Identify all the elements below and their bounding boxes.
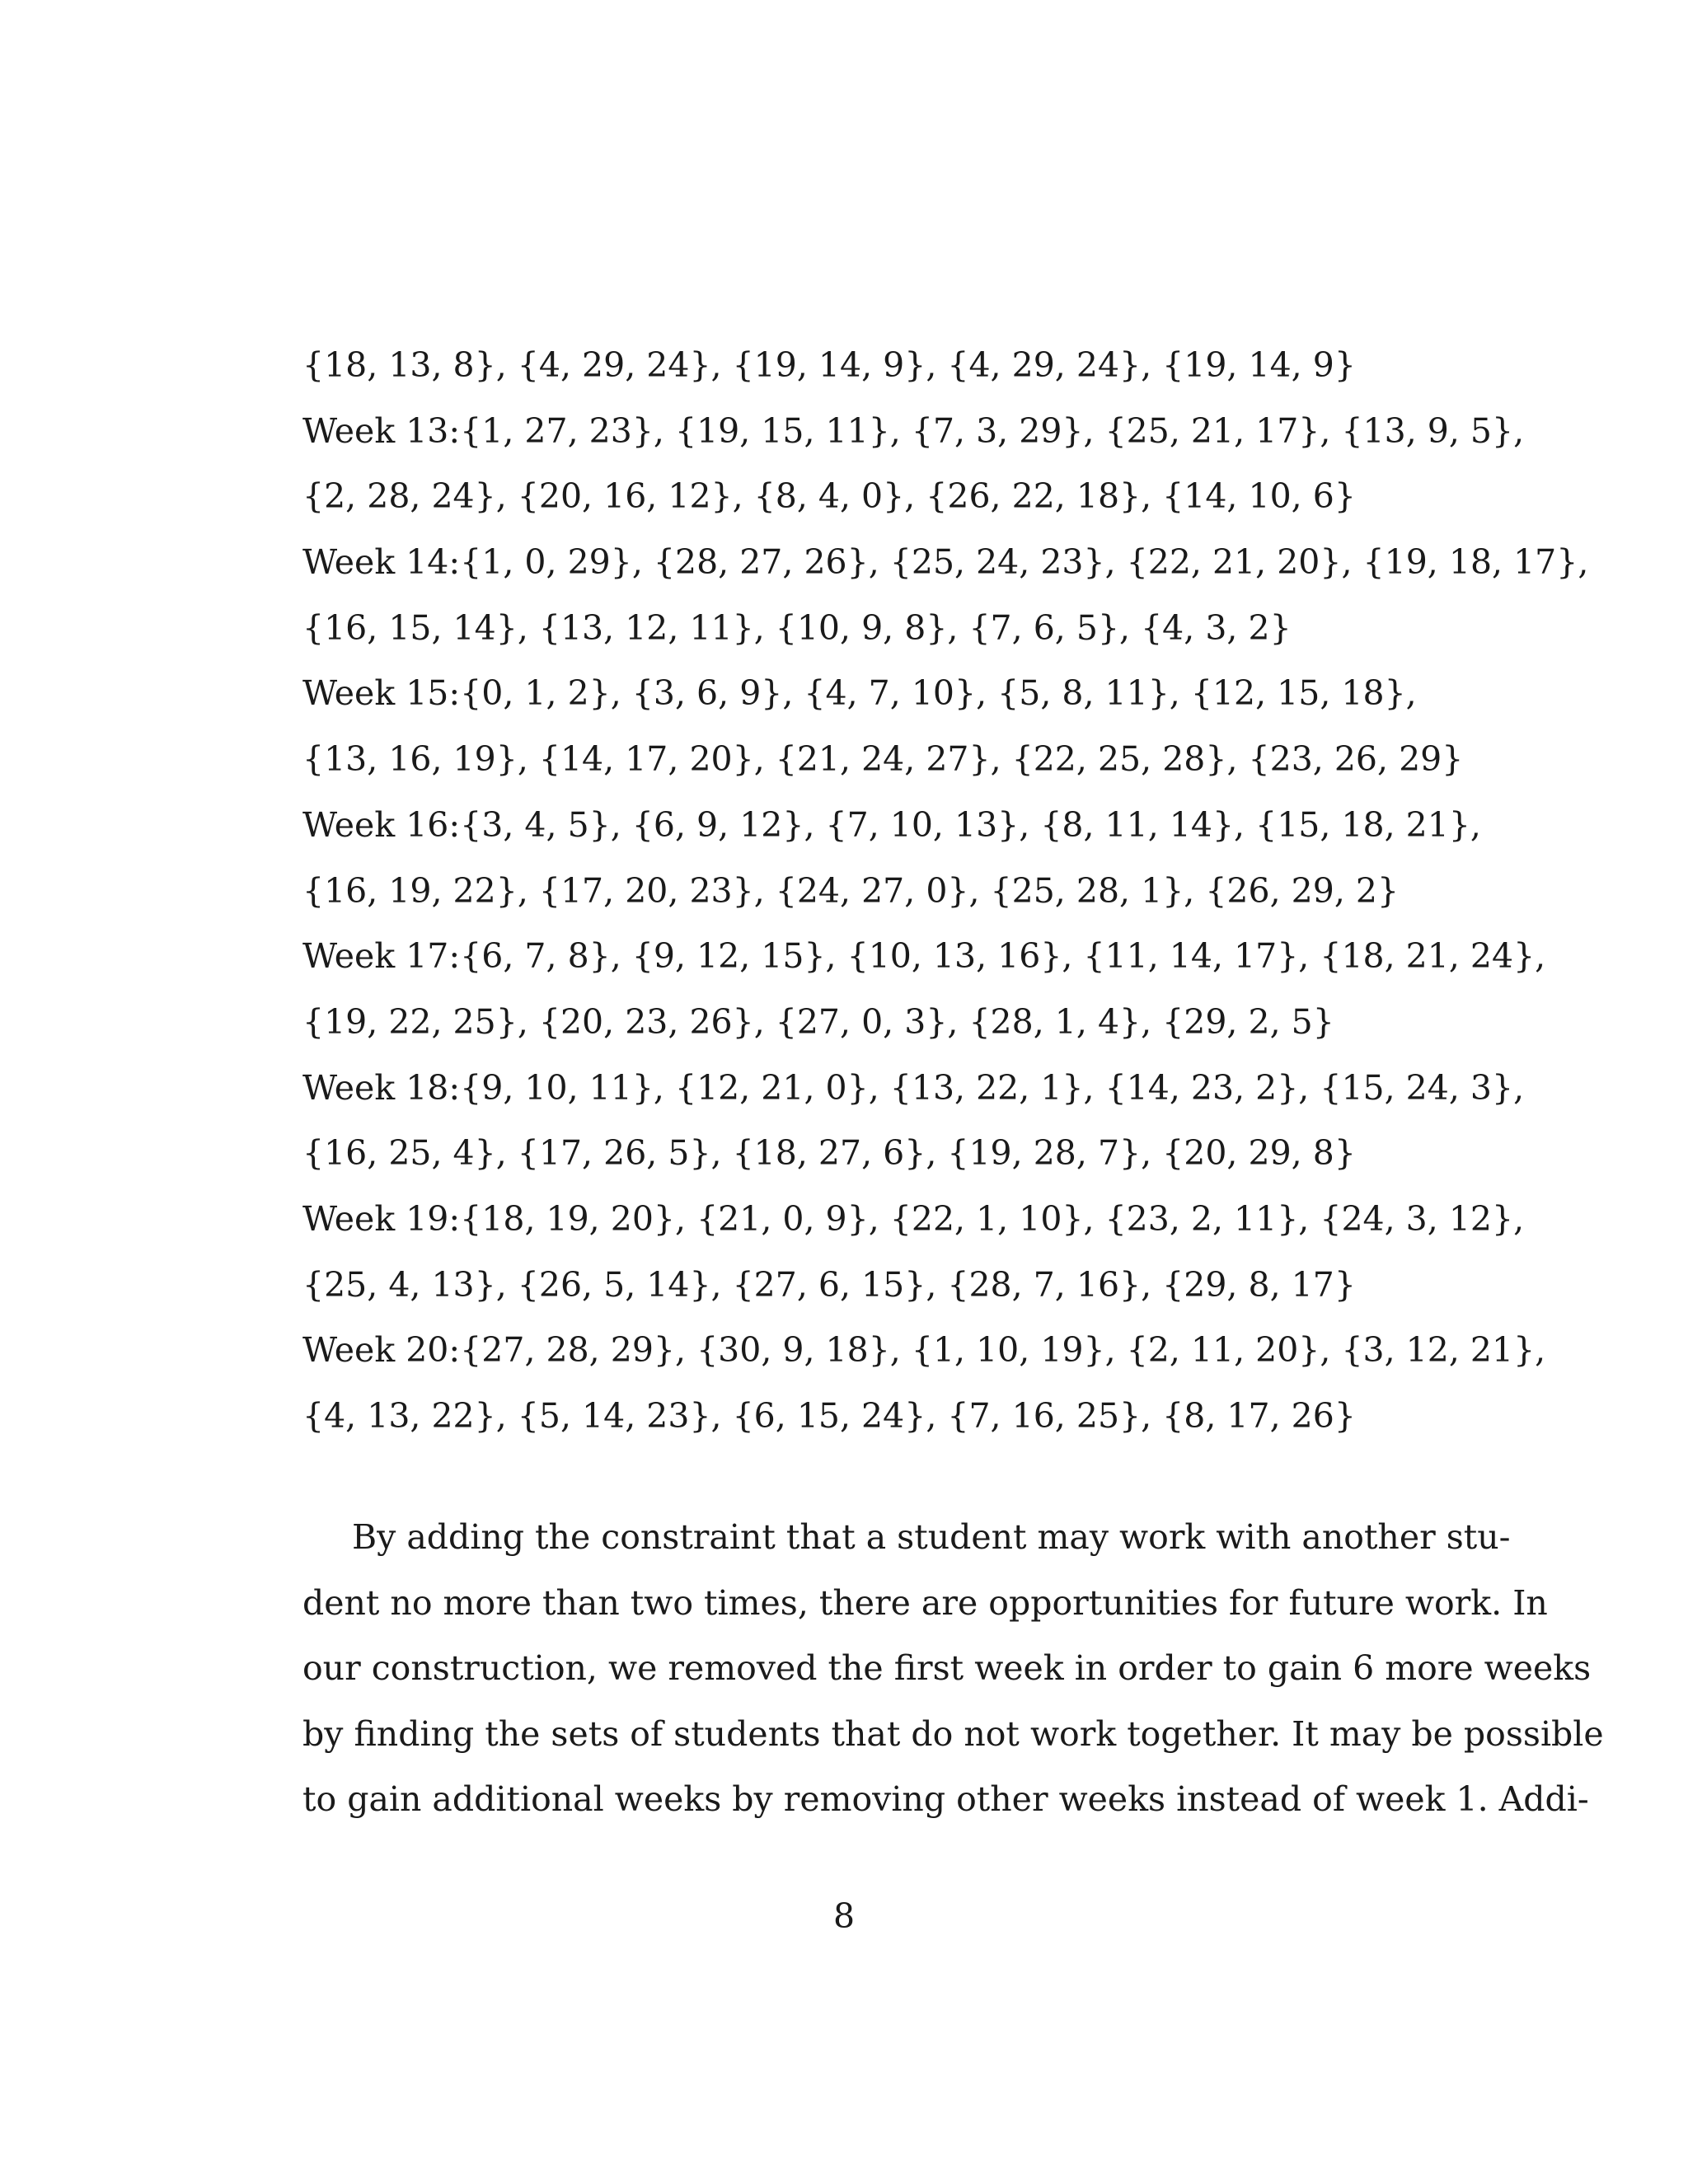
schedule-line-week-19: Week 19:{18, 19, 20}, {21, 0, 9}, {22, 1, 10}, {23, 2, 11}, {24, 3, 12}, (302, 1198, 1525, 1239)
schedule-line-week-18: Week 18:{9, 10, 11}, {12, 21, 0}, {13, 22, 1}, {14, 23, 2}, {15, 24, 3}, (302, 1067, 1525, 1108)
schedule-line: {18, 13, 8}, {4, 29, 24}, {19, 14, 9}, {4, 29, 24}, {19, 14, 9} (302, 345, 1356, 385)
week-schedule-listing (302, 344, 1589, 1461)
schedule-line: {2, 28, 24}, {20, 16, 12}, {8, 4, 0}, {26, 22, 18}, {14, 10, 6} (302, 476, 1356, 517)
schedule-line: {4, 13, 22}, {5, 14, 23}, {6, 15, 24}, {7, 16, 25}, {8, 17, 26} (302, 1396, 1356, 1436)
schedule-line: {16, 25, 4}, {17, 26, 5}, {18, 27, 6}, {19, 28, 7}, {20, 29, 8} (302, 1133, 1356, 1174)
schedule-line: {13, 16, 19}, {14, 17, 20}, {21, 24, 27}, {22, 25, 28}, {23, 26, 29} (302, 739, 1464, 780)
paragraph-line: dent no more than two times, there are opportunities for future work. In (302, 1582, 1548, 1623)
schedule-line-week-16: Week 16:{3, 4, 5}, {6, 9, 12}, {7, 10, 13}, {8, 11, 14}, {15, 18, 21}, (302, 804, 1481, 845)
schedule-line: {16, 15, 14}, {13, 12, 11}, {10, 9, 8}, {7, 6, 5}, {4, 3, 2} (302, 607, 1292, 648)
body-paragraph (302, 1516, 1604, 1844)
schedule-line-week-14: Week 14:{1, 0, 29}, {28, 27, 26}, {25, 24, 23}, {22, 21, 20}, {19, 18, 17}, (302, 542, 1589, 583)
paragraph-line: to gain additional weeks by removing other weeks instead of week 1. Addi- (302, 1779, 1589, 1820)
paragraph-line: by finding the sets of students that do not work together. It may be possible (302, 1713, 1604, 1754)
schedule-line-week-13: Week 13:{1, 27, 23}, {19, 15, 11}, {7, 3, 29}, {25, 21, 17}, {13, 9, 5}, (302, 410, 1525, 451)
schedule-line: {25, 4, 13}, {26, 5, 14}, {27, 6, 15}, {28, 7, 16}, {29, 8, 17} (302, 1264, 1356, 1305)
schedule-line-week-17: Week 17:{6, 7, 8}, {9, 12, 15}, {10, 13, 16}, {11, 14, 17}, {18, 21, 24}, (302, 936, 1546, 977)
schedule-line-week-15: Week 15:{0, 1, 2}, {3, 6, 9}, {4, 7, 10}, {5, 8, 11}, {12, 15, 18}, (302, 673, 1417, 714)
schedule-line: {19, 22, 25}, {20, 23, 26}, {27, 0, 3}, {28, 1, 4}, {29, 2, 5} (302, 1001, 1334, 1042)
paragraph-line: our construction, we removed the first week in order to gain 6 more weeks (302, 1648, 1592, 1689)
schedule-line-week-20: Week 20:{27, 28, 29}, {30, 9, 18}, {1, 10, 19}, {2, 11, 20}, {3, 12, 21}, (302, 1330, 1546, 1371)
page-number: 8 (832, 1896, 856, 1936)
paragraph-line: By adding the constraint that a student may work with another stu- (352, 1517, 1511, 1557)
schedule-line: {16, 19, 22}, {17, 20, 23}, {24, 27, 0}, {25, 28, 1}, {26, 29, 2} (302, 870, 1400, 911)
